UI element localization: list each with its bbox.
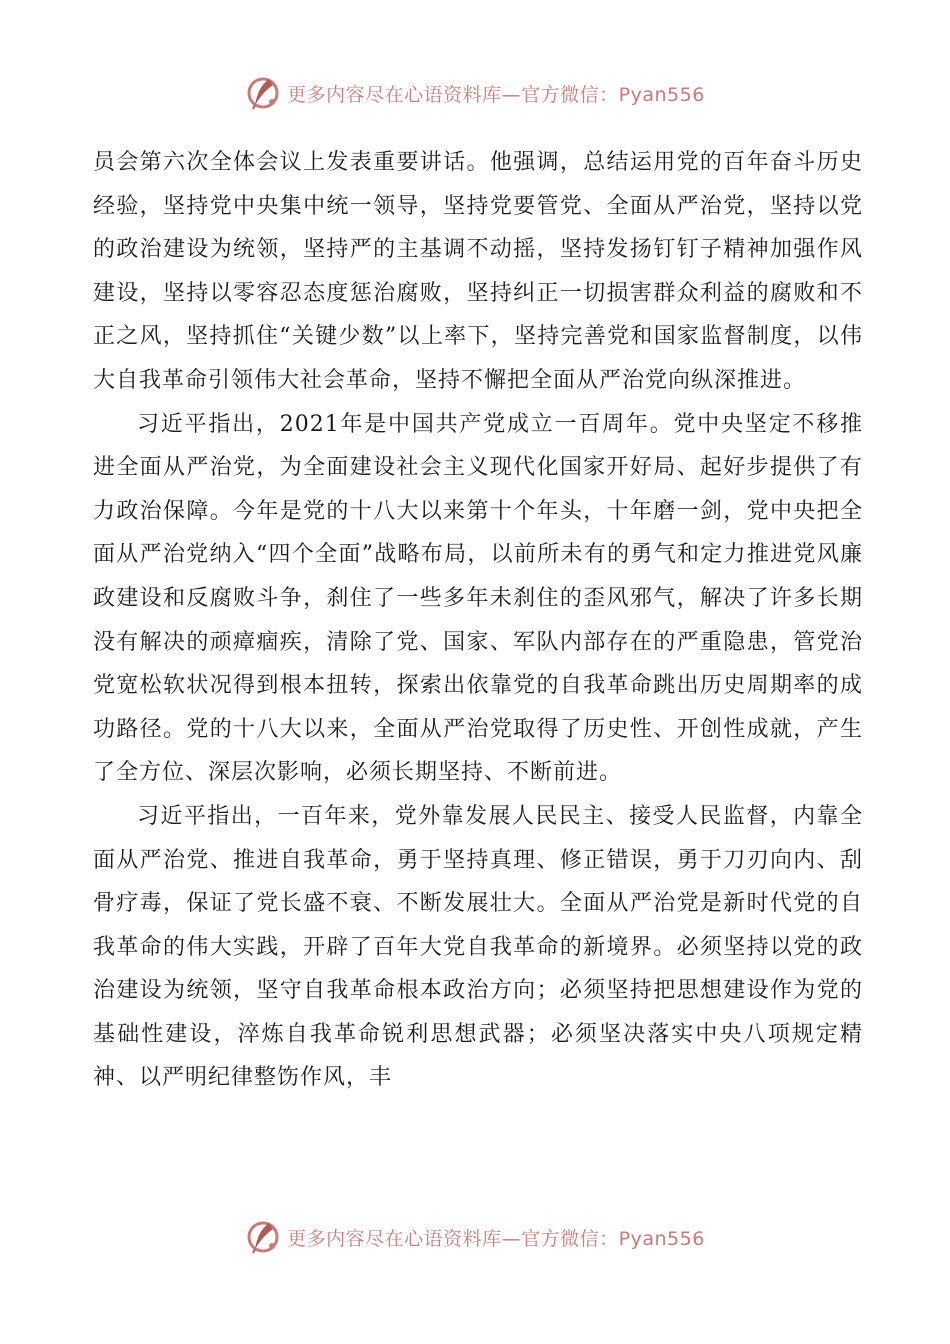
document-body	[93, 141, 863, 1100]
paragraph-1: 员会第六次全体会议上发表重要讲话。他强调，总结运用党的百年奋斗历史经验，坚持党中央集中统一领导，坚持党要管党、全面从严治党，坚持以党的政治建设为统领，坚持严的主基调不动摇，坚持发扬钉钉子精神加强作风建设，坚持以零容忍态度惩治腐败，坚持纠正一切损害群众利益的腐败和不正之风，坚持抓住“关键少数”以上率下，坚持完善党和国家监督制度，以伟大自我革命引领伟大社会革命，坚持不懈把全面从严治党向纵深推进。	[93, 150, 863, 393]
paragraph-2: 习近平指出，2021年是中国共产党成立一百周年。党中央坚定不移推进全面从严治党，为全面建设社会主义现代化国家开好局、起好步提供了有力政治保障。今年是党的十八大以来第十个年头，十年磨一剑，党中央把全面从严治党纳入“四个全面”战略布局，以前所未有的勇气和定力推进党风廉政建设和反腐败斗争，刹住了一些多年未刹住的歪风邪气，解决了许多长期没有解决的顽瘴痼疾，清除了党、国家、军队内部存在的严重隐患，管党治党宽松软状况得到根本扭转，探索出依靠党的自我革命跳出历史周期率的成功路径。党的十八大以来，全面从严治党取得了历史性、开创性成就，产生了全方位、深层次影响，必须长期坚持、不断前进。	[93, 411, 863, 786]
header-banner	[0, 73, 950, 113]
footer-banner-inner	[245, 1219, 705, 1255]
header-banner-inner	[245, 75, 705, 111]
header-banner-text: 更多内容尽在心语资料库—官方微信：Pyan556	[287, 83, 705, 106]
quill-logo-icon	[245, 75, 281, 111]
paragraph-3: 习近平指出，一百年来，党外靠发展人民民主、接受人民监督，内靠全面从严治党、推进自我革命，勇于坚持真理、修正错误，勇于刀刃向内、刮骨疗毒，保证了党长盛不衰、不断发展壮大。全面从严治党是新时代党的自我革命的伟大实践，开辟了百年大党自我革命的新境界。必须坚持以党的政治建设为统领，坚守自我革命根本政治方向；必须坚持把思想建设作为党的基础性建设，淬炼自我革命锐利思想武器；必须坚决落实中央八项规定精神、以严明纪律整饬作风，丰	[93, 803, 863, 1091]
footer-banner	[0, 1217, 950, 1257]
footer-banner-text: 更多内容尽在心语资料库—官方微信：Pyan556	[287, 1227, 705, 1250]
quill-logo-icon	[245, 1219, 281, 1255]
